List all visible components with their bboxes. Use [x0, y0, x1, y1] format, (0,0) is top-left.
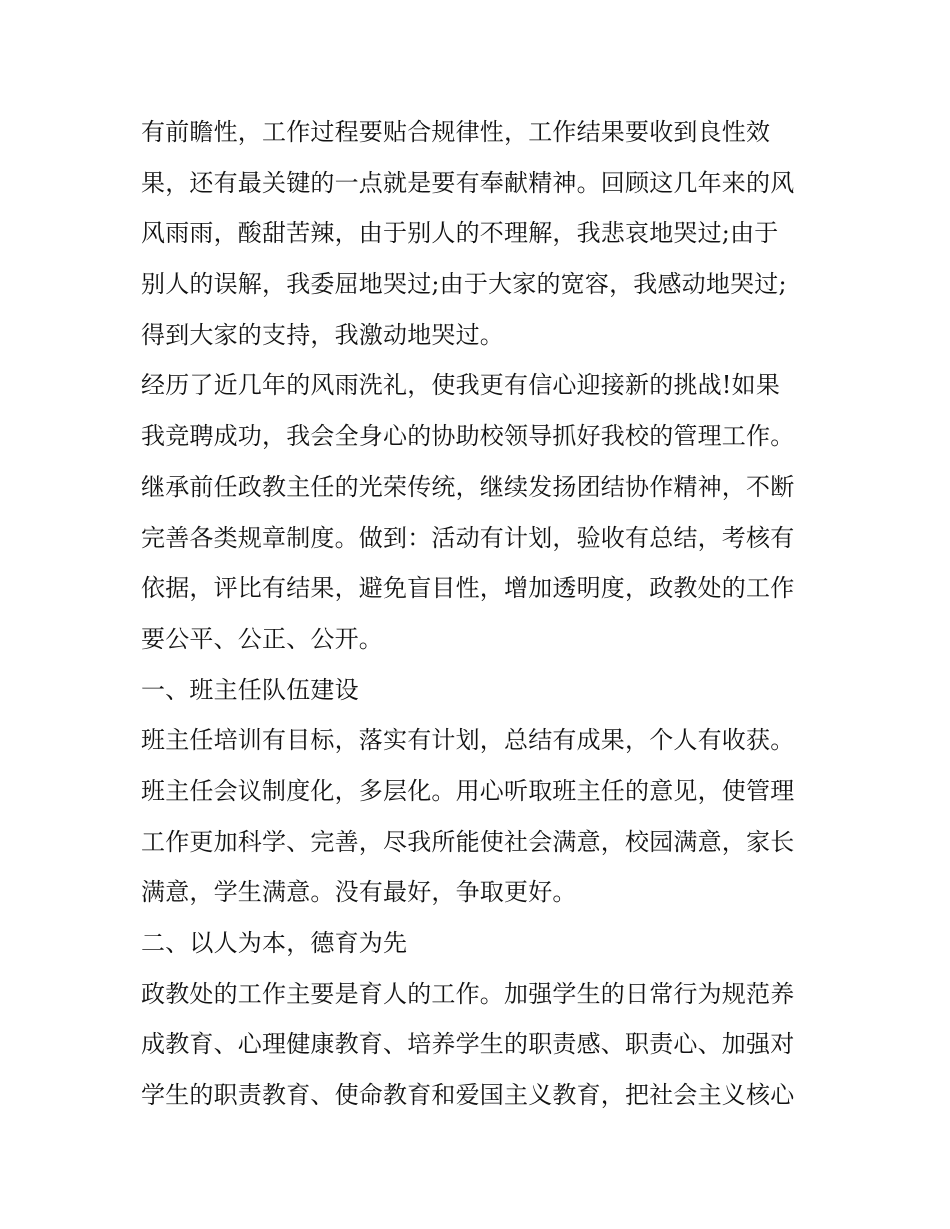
text-line: 别人的误解，我委屈地哭过;由于大家的宽容，我感动地哭过; — [141, 270, 787, 299]
text-line: 政教处的工作主要是育人的工作。加强学生的日常行为规范养 — [141, 979, 795, 1008]
text-line: 学生的职责教育、使命教育和爱国主义教育，把社会主义核心 — [141, 1081, 795, 1110]
text-line: 风雨雨，酸甜苦辣，由于别人的不理解，我悲哀地哭过;由于 — [141, 219, 779, 248]
text-line: 班主任培训有目标，落实有计划，总结有成果，个人有收获。 — [141, 726, 795, 755]
text-line: 班主任会议制度化，多层化。用心听取班主任的意见，使管理 — [141, 776, 795, 805]
text-line: 依据，评比有结果，避免盲目性，增加透明度，政教处的工作 — [141, 574, 795, 603]
text-line: 经历了近几年的风雨洗礼，使我更有信心迎接新的挑战!如果 — [141, 371, 781, 400]
text-line: 得到大家的支持，我激动地哭过。 — [141, 320, 504, 349]
text-line: 成教育、心理健康教育、培养学生的职责感、职责心、加强对 — [141, 1030, 795, 1059]
text-line: 完善各类规章制度。做到：活动有计划，验收有总结，考核有 — [141, 523, 795, 552]
text-line: 果，还有最关键的一点就是要有奉献精神。回顾这几年来的风 — [141, 168, 795, 197]
text-line: 满意，学生满意。没有最好，争取更好。 — [141, 878, 577, 907]
section-heading: 二、以人为本，德育为先 — [141, 929, 408, 957]
text-line: 继承前任政教主任的光荣传统，继续发扬团结协作精神，不断 — [141, 472, 795, 501]
document-body — [141, 107, 821, 1121]
text-line: 要公平、公正、公开。 — [141, 624, 383, 653]
text-line: 工作更加科学、完善，尽我所能使社会满意，校园满意，家长 — [141, 827, 795, 856]
text-line: 我竞聘成功，我会全身心的协助校领导抓好我校的管理工作。 — [141, 422, 795, 451]
text-line: 有前瞻性，工作过程要贴合规律性，工作结果要收到良性效 — [141, 118, 771, 146]
section-heading: 一、班主任队伍建设 — [141, 675, 359, 704]
